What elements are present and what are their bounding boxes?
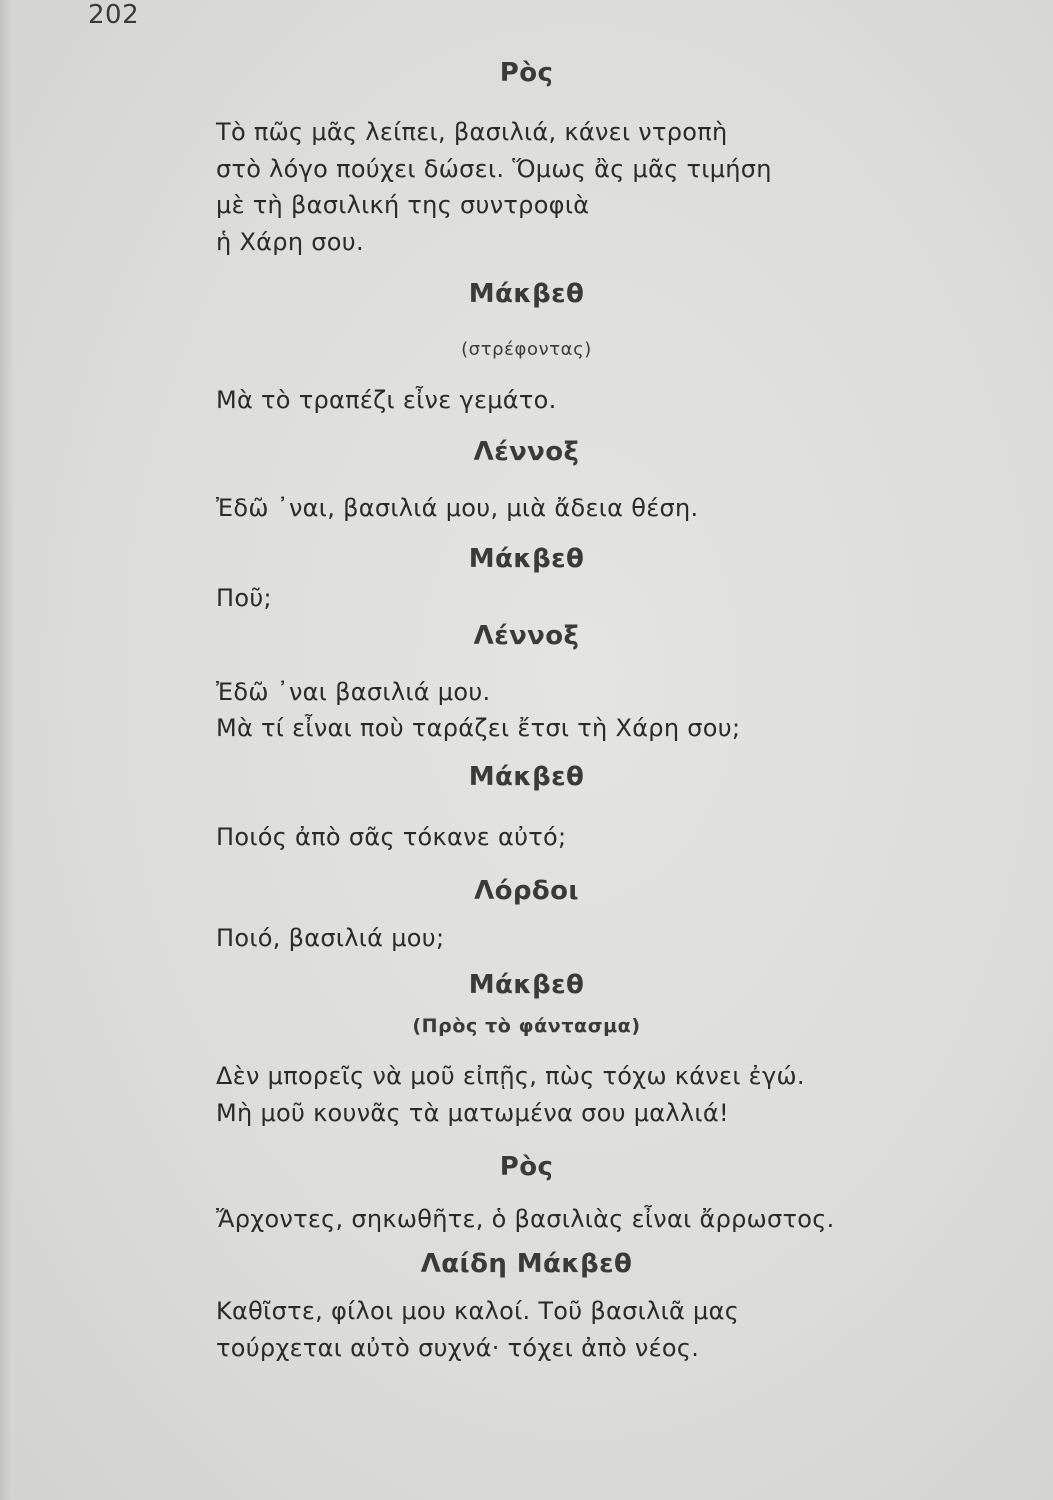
speaker-name: Λέννοξ [473,437,580,467]
stage-direction: (Πρὸς τὸ φάντασμα) [412,1015,641,1037]
verse-line: τούρχεται αὐτὸ συχνά· τόχει ἀπὸ νέος. [216,1334,700,1362]
verse-line: Ποιό, βασιλιά μου; [216,924,445,952]
verse-line: Μὰ τί εἶναι ποὺ ταράζει ἔτσι τὴ Χάρη σου; [216,714,741,742]
verse-line: Καθῖστε, φίλοι μου καλοί. Τοῦ βασιλιᾶ μας [216,1297,740,1325]
verse-line: Ποῦ; [216,584,272,612]
speaker-name: Λαίδη Μάκβεθ [420,1249,633,1279]
verse-line: Ἐδῶ ᾽ναι βασιλιά μου. [216,678,491,706]
verse-line: Μὴ μοῦ κουνᾶς τὰ ματωμένα σου μαλλιά! [216,1099,729,1127]
verse-line: Τὸ πῶς μᾶς λείπει, βασιλιά, κάνει ντροπὴ [216,118,728,146]
speaker-name: Ρὸς [499,58,554,88]
speaker-name: Λέννοξ [473,621,580,651]
verse-line: μὲ τὴ βασιλική της συντροφιὰ [216,191,590,219]
verse-line: Μὰ τὸ τραπέζι εἶνε γεμάτο. [216,386,557,414]
speaker-name: Μάκβεθ [468,544,585,574]
speaker-name: Μάκβεθ [468,279,585,309]
verse-line: Ἄρχοντες, σηκωθῆτε, ὁ βασιλιὰς εἶναι ἄρρωστος. [216,1205,835,1233]
verse-line: ἡ Χάρη σου. [216,228,364,256]
speaker-name: Ρὸς [499,1152,554,1182]
page-number: 202 [88,0,140,30]
verse-line: στὸ λόγο πούχει δώσει. Ὅμως ἂς μᾶς τιμήση [216,155,772,183]
verse-line: Ἐδῶ ᾽ναι, βασιλιά μου, μιὰ ἄδεια θέση. [216,494,699,522]
verse-line: Δὲν μπορεῖς νὰ μοῦ εἰπῇς, πὼς τόχω κάνει ἐγώ. [216,1062,805,1090]
speaker-name: Μάκβεθ [468,970,585,1000]
verse-line: Ποιός ἀπὸ σᾶς τόκανε αὐτό; [216,823,567,851]
stage-direction: (στρέφοντας) [461,339,592,360]
speaker-name: Λόρδοι [474,876,579,906]
speaker-name: Μάκβεθ [468,762,585,792]
